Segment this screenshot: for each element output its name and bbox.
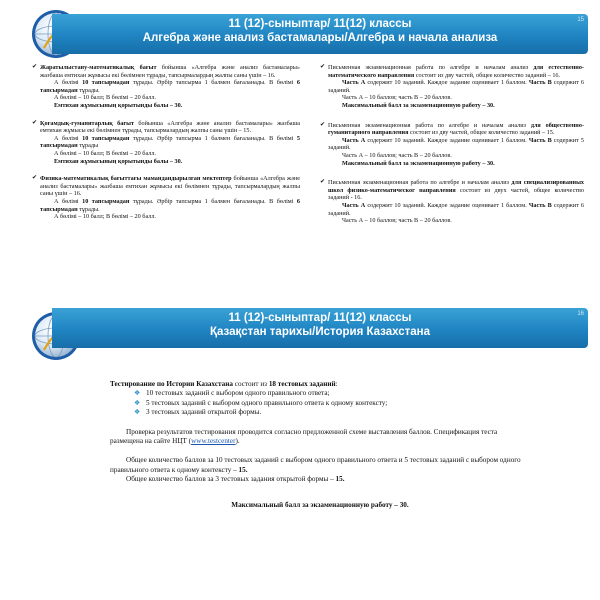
list-item: ❖ 5 тестовых заданий с выбором одного правильного ответа к одному контексту; [134,398,388,407]
max-score: Максимальный балл за экзаменационную работу – 30. [231,500,409,509]
total-paragraph-2: Общее количество баллов за 3 тестовых задания открытой формы – 15. [126,475,345,484]
points-line: А бөлімі – 10 балл; В бөлімі – 20 балл. [54,149,156,157]
checkmark-icon: ✔ [32,119,38,126]
list-item: ❖ 10 тестовых заданий с выбором одного правильного ответа; [134,389,330,398]
direction-name: Физика-математикалық бағыттағы мамандандырылған мектептер [40,175,232,183]
page-number: 16 [577,311,584,317]
description: бойынша «Алгебра және анализ бастамалары» жазбаша емтихан жұмысы екі бөлімнен тұрады, тапсырмалардың жалпы саны үшін – 16. [40,175,301,198]
kz-block-3: ✔ Физика-математикалық бағыттағы мамандандырылған мектептер бойынша «Алгебра және анализ бастамалары» жазбаша емтихан жұмысы екі бөлімнен тұрады, тапсырмалардың жалпы саны үшін – 16. А бөлімі 10 тапсырмадан тұрады. Әрбір тапсырма 1 балмен бағаланады. В бөлімі 6 тапсырмадан тұрады. А бөлімі – 10 балл; В бөлімі – 20 балл. [32,175,301,221]
list-item: ❖ 3 тестовых заданий открытой формы. [134,408,262,417]
header-grade: 11 (12)-сыныптар/ 11(12) классы [228,312,412,324]
history-content [110,380,530,510]
points-line: Часть А – 10 баллов; часть В – 20 баллов. [342,151,452,159]
kz-block-1: ✔ Жаратылыстану-математикалық бағыт бойынша «Алгебра және анализ бастамалары» жазбаша емтихан жұмысы екі бөлімнен тұрады, тапсырмалардың жалпы саны үшін – 16. А бөлімі 10 тапсырмадан тұрады. Әрбір тапсырма 1 балмен бағаланады. В бөлімі 6 тапсырмадан тұрады. А бөлімі – 10 балл; В бөлімі – 20 балл. Емтихан жұмысының қорытынды балы – 30. [32,64,301,109]
ru-block-1: ✔ Письменная экзаменационная работа по алгебре и началам анализ для естественно-математического направления состоит из дву частей, общее количество заданий – 16. Часть А содержит 10 заданий. Каждое задание оценивает 1 баллом. Часть В содержит 6 заданий. Часть А – 10 баллов; часть В – 20 баллов. Максимальный балл за экзаменационную работу – 30. [320,64,584,109]
intro-line: Тестирование по Истории Казахстана состоит из 18 тестовых заданий: [110,380,338,388]
kz-block-2: ✔ Қоғамдық-гуманитарлық бағыт бойынша «Алгебра және анализ бастамалары» жазбаша емтихан жұмысы екі бөлімнен тұрады, тапсырмалардың жалпы саны үшін – 15. А бөлімі 10 тапсырмадан тұрады. Әрбір тапсырма 1 балмен бағаланады. В бөлімі 5 тапсырмадан тұрады А бөлімі – 10 балл; В бөлімі – 20 балл. Емтихан жұмысының қорытынды балы – 30. [32,119,301,165]
total-line: Емтихан жұмысының қорытынды балы – 30. [54,157,183,165]
total-line: Максимальный балл за экзаменационную работу – 30. [342,101,495,109]
points-line: А бөлімі – 10 балл; В бөлімі – 20 балл. [54,94,156,102]
total-paragraph-1: Общее количество баллов за 10 тестовых заданий с выбором одного правильного ответа и 5 тестовых заданий с выбором одного правильного ответа к одному контексту – 15. [110,456,521,474]
header-subject: Қазақстан тарихы/История Казахстана [209,326,431,338]
points-line: Часть А – 10 баллов; часть В – 20 баллов. [342,217,452,225]
page-number: 15 [577,17,584,23]
total-line: Емтихан жұмысының қорытынды балы – 30. [54,101,183,109]
ru-block-2: ✔ Письменная экзаменационная работа по алгебре и началам анализ для общественно-гуманитарного направления состоит из дву частей, общее количество заданий – 15. Часть А содержит 10 заданий. Каждое задание оценивает 1 баллом. Часть В содержит 5 заданий. Часть А – 10 баллов; часть В – 20 баллов. Максимальный балл за экзаменационную работу – 30. [320,121,585,167]
slide-history [0,300,600,600]
checkmark-icon: ✔ [320,121,326,128]
task-list [110,389,530,417]
ru-block-3: ✔ Письменная экзаменационная работа по алгебре и началам анализ для специализированных школ физико-математическог направления состоит из двух частей, общее количество заданий - 16. Часть А содержит 10 заданий. Каждое задание оценивает 1 баллом. Часть В содержит 6 заданий. Часть А – 10 баллов; часть В – 20 баллов. [320,179,585,225]
checkmark-icon: ✔ [32,175,38,182]
points-line: А бөлімі – 10 балл; В бөлімі – 20 балл. [54,213,156,221]
russian-column [320,64,584,237]
header-grade: 11 (12)-сыныптар/ 11(12) классы [228,18,412,30]
header-banner [52,308,588,348]
kazakh-column [32,64,300,231]
checkmark-icon: ✔ [32,64,38,70]
header-subject: Алгебра және анализ бастамалары/Алгебра и начала анализа [142,32,498,44]
direction-name: Жаратылыстану-математикалық бағыт [40,64,157,71]
header-banner [52,14,588,54]
direction-name: для специализированных школ физико-математическог направления [328,179,585,194]
total-line: Максимальный балл за экзаменационную работу – 30. [342,159,495,167]
direction-name: для общественно-гуманитарного направления [328,121,585,137]
diamond-bullet-icon: ❖ [134,408,141,417]
direction-name: для естественно-математического направления [328,64,584,79]
checkmark-icon: ✔ [320,64,326,70]
diamond-bullet-icon: ❖ [134,389,141,398]
check-paragraph: Проверка результатов тестирования проводится согласно предложенной схеме выставления баллов. Спецификация теста размещена на сайте НЦТ (www.testcenter). [110,427,498,446]
description: бойынша «Алгебра және анализ бастамалары» жазбаша емтихан жұмысы екі бөлімнен тұрады, тапсырмалардың жалпы саны үшін – 15. [40,119,301,135]
description: бойынша «Алгебра және анализ бастамалары» жазбаша емтихан жұмысы екі бөлімнен тұрады, тапсырмалардың жалпы саны үшін – 16. [40,64,300,79]
testcenter-link[interactable]: www.testcenter [191,437,236,446]
points-line: Часть А – 10 баллов; часть В – 20 баллов. [342,94,452,102]
diamond-bullet-icon: ❖ [134,398,141,407]
checkmark-icon: ✔ [320,179,326,186]
direction-name: Қоғамдық-гуманитарлық бағыт [40,119,135,127]
